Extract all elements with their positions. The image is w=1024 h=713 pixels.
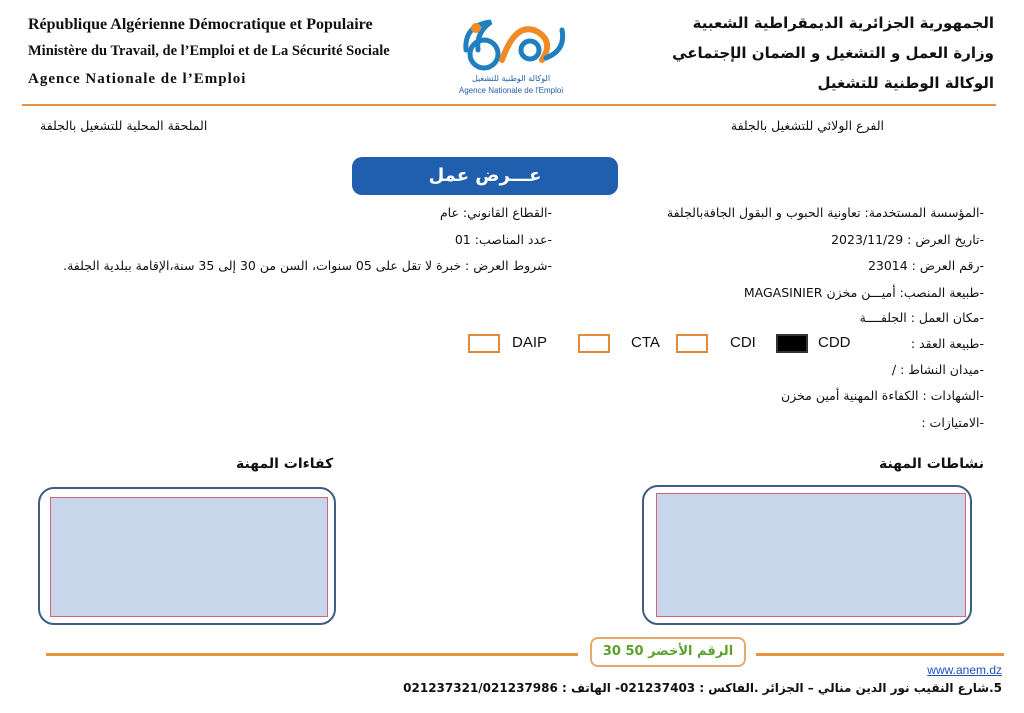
checkbox-cdi[interactable] — [676, 334, 708, 353]
activities-content[interactable] — [656, 493, 966, 617]
checkbox-cdd[interactable] — [776, 334, 808, 353]
section-activities-title: نشاطات المهنة — [878, 456, 984, 472]
footer-divider-right — [756, 653, 1004, 656]
field-certificates: -الشهادات : الكفاءة المهنية أمين مخزن — [781, 388, 984, 403]
page-title: عـــرض عمل — [352, 157, 618, 195]
activities-panel — [642, 485, 972, 625]
field-contract-type: -طبيعة العقد : — [910, 336, 984, 351]
label-cta: CTA — [631, 334, 660, 351]
logo-fr-caption: Agence Nationale de l'Emploi — [458, 86, 564, 95]
footer-divider-left — [46, 653, 578, 656]
field-legal-sector: -القطاع القانوني: عام — [439, 205, 552, 220]
field-employer: -المؤسسة المستخدمة: تعاونية الحبوب و البقول الجافةبالجلفة — [666, 205, 984, 220]
field-workplace: -مكان العمل : الجلفــــة — [859, 310, 984, 325]
header-fr-agency: Agence Nationale de l’Emploi — [28, 71, 247, 87]
header-fr-ministry: Ministère du Travail, de l’Emploi et de La Sécurité Sociale — [28, 43, 390, 59]
field-positions-count: -عدد المناصب: 01 — [454, 232, 552, 247]
green-number-badge: الرقم الأخضر 50 30 — [590, 637, 746, 667]
agency-logo — [446, 10, 576, 100]
branch-local: الملحقة المحلية للتشغيل بالجلفة — [40, 118, 208, 133]
field-position: -طبيعة المنصب: أميـــن مخزن MAGASINIER — [743, 285, 984, 300]
field-offer-conditions: -شروط العرض : خبرة لا تقل على 05 سنوات، السن من 30 إلى 35 سنة،الإقامة ببلدية الجلفة. — [63, 258, 552, 273]
field-benefits: -الامتيازات : — [921, 415, 984, 430]
section-skills-title: كفاءات المهنة — [236, 456, 334, 472]
skills-content[interactable] — [50, 497, 328, 617]
header-fr-republic: République Algérienne Démocratique et Populaire — [28, 16, 373, 33]
header-ar-republic: الجمهورية الجزائرية الديمقراطية الشعبية — [692, 14, 994, 32]
header-ar-ministry: وزارة العمل و التشغيل و الضمان الإجتماعي — [672, 44, 994, 62]
skills-panel — [38, 487, 336, 625]
header-divider — [22, 104, 996, 106]
header-ar-agency: الوكالة الوطنية للتشغيل — [817, 74, 994, 92]
label-cdi: CDI — [730, 334, 756, 351]
branch-regional: الفرع الولائي للتشغيل بالجلفة — [730, 118, 884, 133]
field-activity-domain: -ميدان النشاط : / — [891, 362, 984, 377]
website-link[interactable]: www.anem.dz — [927, 663, 1002, 677]
anem-logo-icon — [446, 10, 576, 80]
field-offer-number: -رقم العرض : 23014 — [867, 258, 984, 273]
checkbox-cta[interactable] — [578, 334, 610, 353]
checkbox-daip[interactable] — [468, 334, 500, 353]
field-offer-date: -تاريخ العرض : 2023/11/29 — [831, 232, 984, 247]
logo-ar-caption: الوكالة الوطنية للتشغيل — [471, 74, 551, 83]
label-cdd: CDD — [818, 334, 851, 351]
label-daip: DAIP — [512, 334, 548, 351]
footer-address: 5.شارع النقيب نور الدين منالي – الجزائر .الفاكس : 021237403- الهاتف : 021237321/021237986 — [403, 681, 1002, 695]
